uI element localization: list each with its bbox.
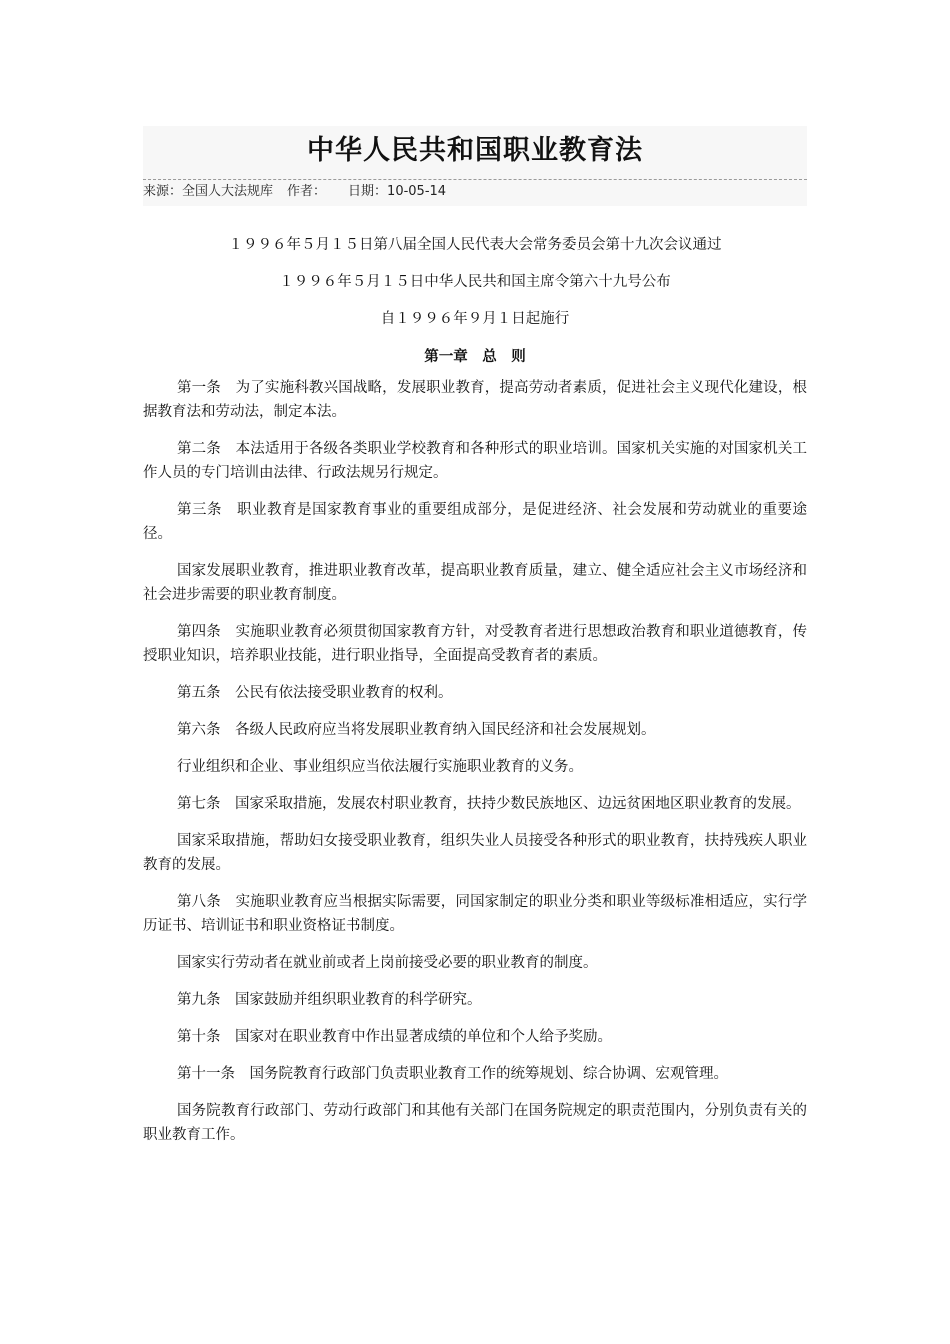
article-paragraph: 国家实行劳动者在就业前或者上岗前接受必要的职业教育的制度。 xyxy=(177,955,598,971)
promulgation-line: １９９６年５月１５日中华人民共和国主席令第六十九号公布 xyxy=(279,274,671,290)
chapter-heading: 第一章 总 则 xyxy=(424,348,526,365)
article-paragraph: 国务院教育行政部门、劳动行政部门和其他有关部门在国务院规定的职责范围内，分别负责有关的职业教育工作。 xyxy=(143,1103,807,1143)
article-paragraph: 第十条 国家对在职业教育中作出显著成绩的单位和个人给予奖励。 xyxy=(177,1029,612,1045)
article-paragraph: 第三条 职业教育是国家教育事业的重要组成部分，是促进经济、社会发展和劳动就业的重要途径。 xyxy=(143,502,807,542)
article-paragraph: 第九条 国家鼓励并组织职业教育的科学研究。 xyxy=(177,992,482,1008)
article-paragraph: 第七条 国家采取措施，发展农村职业教育，扶持少数民族地区、边远贫困地区职业教育的发展。 xyxy=(177,796,801,812)
article-paragraph: 国家发展职业教育，推进职业教育改革，提高职业教育质量，建立、健全适应社会主义市场经济和社会进步需要的职业教育制度。 xyxy=(143,563,807,603)
adoption-line: １９９６年５月１５日第八届全国人民代表大会常务委员会第十九次会议通过 xyxy=(228,237,722,253)
title-band xyxy=(143,126,807,180)
article-paragraph: 第八条 实施职业教育应当根据实际需要，同国家制定的职业分类和职业等级标准相适应，实行学历证书、培训证书和职业资格证书制度。 xyxy=(143,894,807,934)
article-paragraph: 国家采取措施，帮助妇女接受职业教育，组织失业人员接受各种形式的职业教育，扶持残疾人职业教育的发展。 xyxy=(143,833,807,873)
article-body xyxy=(143,376,807,1147)
article-paragraph: 第五条 公民有依法接受职业教育的权利。 xyxy=(177,685,453,701)
article-paragraph: 第十一条 国务院教育行政部门负责职业教育工作的统筹规划、综合协调、宏观管理。 xyxy=(177,1066,728,1082)
article-paragraph: 第二条 本法适用于各级各类职业学校教育和各种形式的职业培训。国家机关实施的对国家机关工作人员的专门培训由法律、行政法规另行规定。 xyxy=(143,441,807,481)
article-paragraph: 第六条 各级人民政府应当将发展职业教育纳入国民经济和社会发展规划。 xyxy=(177,722,656,738)
source-label: 来源：全国人大法规库 xyxy=(143,184,274,199)
article-paragraph: 第四条 实施职业教育必须贯彻国家教育方针，对受教育者进行思想政治教育和职业道德教育，传授职业知识，培养职业技能，进行职业指导，全面提高受教育者的素质。 xyxy=(143,624,807,664)
document-title: 中华人民共和国职业教育法 xyxy=(307,135,643,166)
date-value: 10-05-14 xyxy=(387,184,447,199)
article-paragraph: 行业组织和企业、事业组织应当依法履行实施职业教育的义务。 xyxy=(177,759,583,775)
date-label: 日期： xyxy=(348,184,388,199)
author-label: 作者： xyxy=(287,184,327,199)
meta-line xyxy=(143,180,807,206)
title-divider xyxy=(143,179,807,180)
effective-date-line: 自１９９６年９月１日起施行 xyxy=(380,311,570,327)
document-page xyxy=(143,118,807,1160)
article-paragraph: 第一条 为了实施科教兴国战略，发展职业教育，提高劳动者素质，促进社会主义现代化建设，根据教育法和劳动法，制定本法。 xyxy=(143,380,807,420)
